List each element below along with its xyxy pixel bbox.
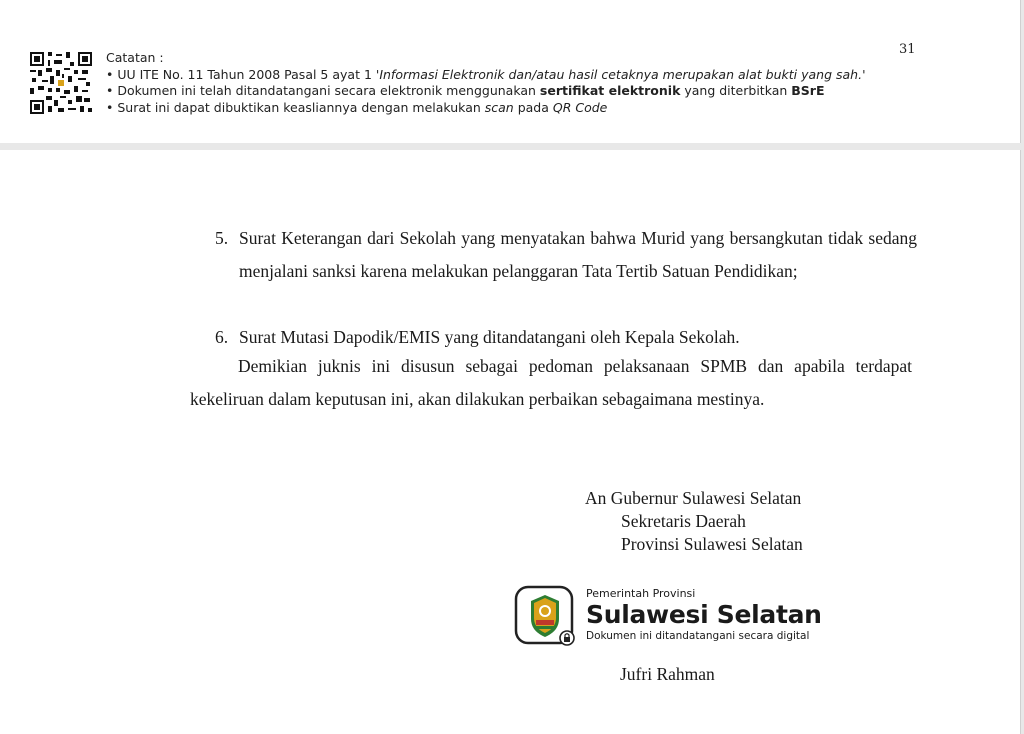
signature-title: An Gubernur Sulawesi Selatan	[585, 488, 802, 508]
note-item-certificate: • Dokumen ini telah ditandatangani secara elektronik menggunakan sertifikat elektronik yang diterbitkan BSrE	[106, 83, 825, 98]
closing-paragraph: Demikian juknis ini disusun sebagai pedoman pelaksanaan SPMB dan apabila terdapat kekeliruan dalam keputusan ini, akan dilakukan perbaikan sebagaimana mestinya.	[190, 356, 912, 409]
signer-name: Jufri Rahman	[620, 664, 715, 684]
note-title: Catatan :	[106, 50, 164, 65]
badge-subtitle: Dokumen ini ditandatangani secara digital	[586, 630, 810, 642]
note-item-uu-ite: • UU ITE No. 11 Tahun 2008 Pasal 5 ayat 1 'Informasi Elektronik dan/atau hasil cetaknya merupakan alat bukti yang sah.'	[106, 66, 866, 82]
digital-signature-badge	[586, 587, 822, 643]
badge-caption: Pemerintah Provinsi	[586, 587, 696, 600]
signature-province: Provinsi Sulawesi Selatan	[621, 534, 803, 554]
page-header-section	[0, 0, 1021, 143]
list-item-number: 6.	[215, 327, 229, 347]
list-item-text: Surat Keterangan dari Sekolah yang menyatakan bahwa Murid yang bersangkutan tidak sedang menjalani sanksi karena melakukan pelanggaran Tata Tertib Satuan Pendidikan;	[239, 228, 917, 281]
province-emblem-icon	[514, 585, 576, 647]
note-item-qr-scan: • Surat ini dapat dibuktikan keasliannya dengan melakukan scan pada QR Code	[106, 99, 608, 115]
electronic-signature-note	[106, 50, 906, 116]
signature-position: Sekretaris Daerah	[621, 511, 746, 531]
list-item-text: Surat Mutasi Dapodik/EMIS yang ditandatangani oleh Kepala Sekolah.	[239, 327, 740, 347]
list-item-number: 5.	[215, 228, 229, 248]
qr-code-icon	[30, 52, 92, 114]
badge-title: Sulawesi Selatan	[586, 600, 822, 629]
list-item	[215, 222, 917, 322]
page-number: 31	[899, 42, 916, 57]
